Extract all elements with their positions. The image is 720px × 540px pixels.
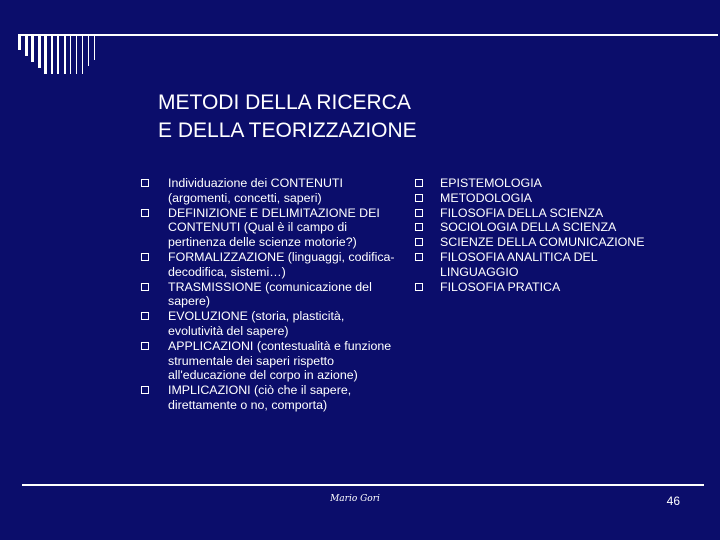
square-bullet-icon bbox=[141, 179, 149, 187]
square-bullet-icon bbox=[141, 342, 149, 350]
list-item: METODOLOGIA bbox=[414, 191, 654, 206]
list-item: FILOSOFIA ANALITICA DEL LINGUAGGIO bbox=[414, 250, 654, 280]
list-item: TRASMISSIONE (comunicazione del sapere) bbox=[140, 280, 402, 310]
list-item: IMPLICAZIONI (ciò che il sapere, direttamente o no, comporta) bbox=[140, 383, 402, 413]
square-bullet-icon bbox=[415, 238, 423, 246]
square-bullet-icon bbox=[415, 179, 423, 187]
footer-author: Mario Gori bbox=[330, 494, 380, 504]
title-line-2: E DELLA TEORIZZAZIONE bbox=[158, 119, 417, 142]
list-item: FILOSOFIA DELLA SCIENZA bbox=[414, 206, 654, 221]
square-bullet-icon bbox=[141, 386, 149, 394]
square-bullet-icon bbox=[141, 283, 149, 291]
list-item: EVOLUZIONE (storia, plasticità, evolutività del sapere) bbox=[140, 309, 402, 339]
list-item: SCIENZE DELLA COMUNICAZIONE bbox=[414, 235, 654, 250]
corner-decoration bbox=[18, 36, 168, 76]
square-bullet-icon bbox=[415, 223, 423, 231]
list-item: DEFINIZIONE E DELIMITAZIONE DEI CONTENUTI (Qual è il campo di pertinenza delle scienze motorie?) bbox=[140, 206, 402, 250]
square-bullet-icon bbox=[415, 209, 423, 217]
slide-title bbox=[158, 89, 658, 145]
square-bullet-icon bbox=[415, 253, 423, 261]
square-bullet-icon bbox=[141, 312, 149, 320]
right-bullet-list bbox=[414, 176, 654, 294]
page-number: 46 bbox=[666, 494, 680, 508]
list-item: FILOSOFIA PRATICA bbox=[414, 280, 654, 295]
list-item: EPISTEMOLOGIA bbox=[414, 176, 654, 191]
list-item: SOCIOLOGIA DELLA SCIENZA bbox=[414, 220, 654, 235]
square-bullet-icon bbox=[415, 283, 423, 291]
square-bullet-icon bbox=[141, 253, 149, 261]
list-item: APPLICAZIONI (contestualità e funzione strumentale dei saperi rispetto all'educazione del corpo in azione) bbox=[140, 339, 402, 383]
title-line-1: METODI DELLA RICERCA bbox=[158, 91, 411, 114]
bottom-rule bbox=[22, 484, 704, 486]
list-item: Individuazione dei CONTENUTI (argomenti, concetti, saperi) bbox=[140, 176, 402, 206]
left-bullet-list bbox=[140, 176, 402, 413]
square-bullet-icon bbox=[415, 194, 423, 202]
square-bullet-icon bbox=[141, 209, 149, 217]
list-item: FORMALIZZAZIONE (linguaggi, codifica-decodifica, sistemi…) bbox=[140, 250, 402, 280]
